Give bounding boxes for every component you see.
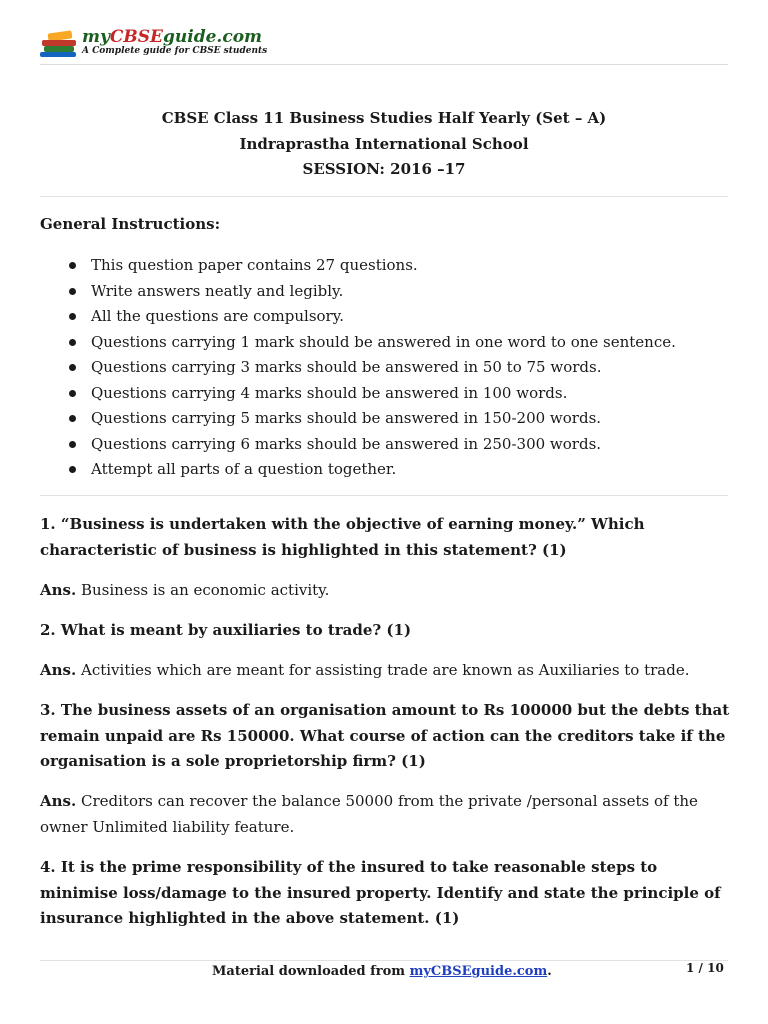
page-number: 1 / 10 [686,961,724,975]
site-link[interactable]: myCBSEguide.com [409,964,548,979]
divider [40,196,728,197]
list-item: Attempt all parts of a question together. [68,457,676,483]
site-logo[interactable] [40,26,267,58]
logo-name: myCBSEguide.com [82,27,263,47]
title-line-3: SESSION: 2016 –17 [302,160,466,178]
books-icon [40,26,78,58]
answer-label: Ans. [40,792,77,810]
question-2: 2. What is meant by auxiliaries to trade? (1) [40,621,412,639]
instructions-list [68,253,676,483]
page-header [40,26,728,62]
footer-divider [40,960,728,961]
answer-1 [40,578,730,604]
title-line-2: Indraprastha International School [239,134,529,153]
answer-text: Creditors can recover the balance 50000 from the private /personal assets of the owner Unlimited liability feature. [40,792,698,836]
list-item: Questions carrying 4 marks should be answered in 100 words. [68,381,676,407]
list-item: Questions carrying 1 mark should be answered in one word to one sentence. [68,330,676,356]
answer-label: Ans. [40,661,77,679]
answer-text: Business is an economic activity. [76,581,330,599]
title-line-1: CBSE Class 11 Business Studies Half Yearly (Set – A) [161,109,607,127]
answer-label: Ans. [40,581,77,599]
question-3: 3. The business assets of an organisation amount to Rs 100000 but the debts that remain unpaid are Rs 150000. What course of action can the creditors take if the organisation is a sole proprietorship firm? (1) [40,701,730,770]
answer-text: Activities which are meant for assisting trade are known as Auxiliaries to trade. [76,661,690,679]
question-1: 1. “Business is undertaken with the objective of earning money.” Which characteristic of business is highlighted in this statement? (1) [40,515,645,559]
list-item: Questions carrying 3 marks should be answered in 50 to 75 words. [68,355,676,381]
paper-title [40,106,728,183]
header-divider [40,64,728,65]
list-item: Questions carrying 5 marks should be answered in 150-200 words. [68,406,676,432]
answer-2 [40,658,730,684]
list-item: Questions carrying 6 marks should be answered in 250-300 words. [68,432,676,458]
list-item: Write answers neatly and legibly. [68,279,676,305]
logo-tagline: A Complete guide for CBSE students [82,46,268,56]
question-4: 4. It is the prime responsibility of the insured to take reasonable steps to minimise loss/damage to the insured property. Identify and state the principle of insurance highlighted in the above statement. (1) [40,858,721,927]
list-item: All the questions are compulsory. [68,304,676,330]
list-item: This question paper contains 27 questions. [68,253,676,279]
instructions-heading: General Instructions: [40,215,221,233]
footer-note: Material downloaded from myCBSEguide.com. [212,964,552,979]
divider [40,495,728,496]
answer-3 [40,789,730,840]
